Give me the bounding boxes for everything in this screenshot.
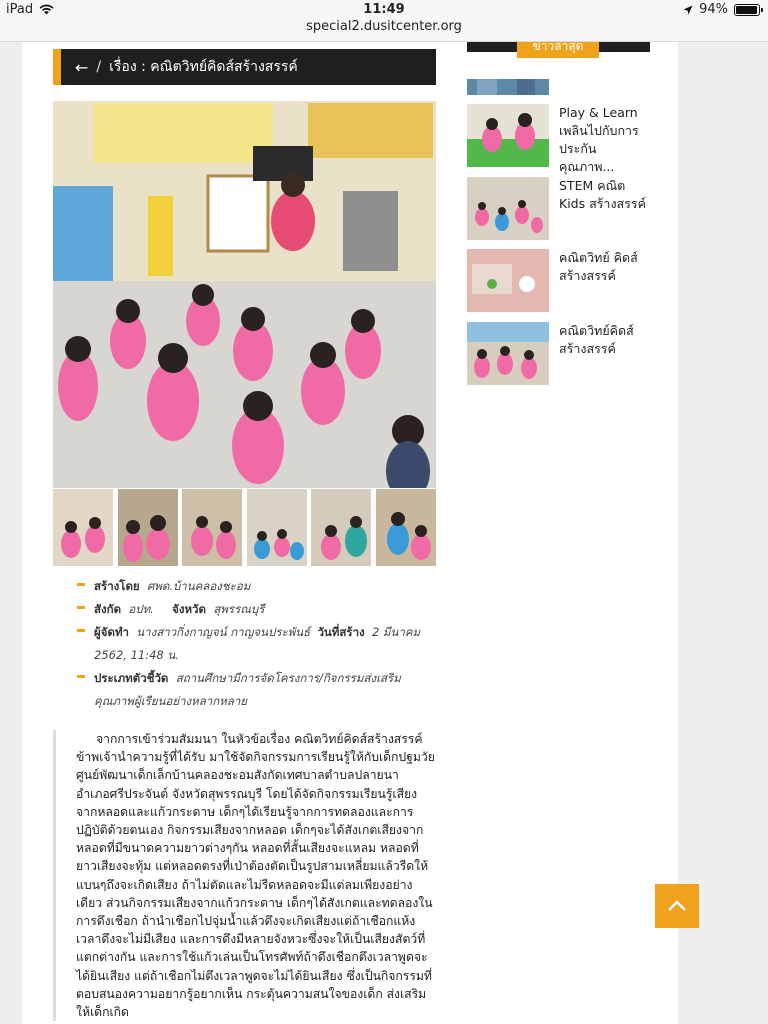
bullet: [77, 606, 85, 609]
meta-value: อปท.: [128, 602, 154, 616]
breadcrumb-separator: /: [96, 59, 102, 75]
bullet: [77, 675, 85, 678]
battery-percent: 94%: [699, 2, 728, 17]
article-paragraph: จากการเข้าร่วมสัมมนา ในหัวข้อเรื่อง คณิตวิทย์คิดส์สร้างสรรค์ ข้าพเจ้านำความรู้ที่ได้รับ มาใช้จัดกิจกรรมการเรียนรู้ให้กับเด็กปฐมวัยศูนย์พัฒนาเด็กเล็กบ้านคลองชะอมสังกัดเทศบาลตำบลปลายนา อำเภอศรีประจันต์ จังหวัดสุพรรณบุรี โดยได้จัดกิจกรรมเรียนรู้เสียงจากหลอดและแก้วกระดาษ เด็กๆได้เรียนรู้จากการทดลองและการปฏิบัติด้วยตนเอง กิจกรรมเสียงจากหลอด เด็กๆจะได้สังเกตเสียงจากหลอดที่มีขนาดความยาวต่างๆกัน หลอดที่สั้นเสียงจะแหลม หลอดที่ยาวเสียงจะทุ้ม แต่หลอดตรงที่เป่าต้องตัดเป็นรูปสามเหลี่ยมแล้วรีดให้แบนๆถึงจะเกิดเสียง ถ้าไม่ตัดและไม่รีดหลอดจะมีแต่ลมเพียงอย่างเดียว ส่วนกิจกรรมเสียงจากแก้วกระดาษ เด็กๆได้สังเกตและทดลองในการดึงเชือก ถ้านำเชือกไปจุ่มน้ำแล้วดึงจะเกิดเสียงแต่ถ้าเชือกแห้งเวลาดึงจะไม่มีเสียง และการดึงมีหลายจังหวะซึ่งจะให้เป็นเสียงสัตว์ที่แตกต่างกัน และการใช้แก้วเล่นเป็นโทรศัพท์ถ้าดึงเชือกตึงเวลาพูดจะได้ยินเสียง แต่ถ้าเชือกไม่ตึงเวลาพูดจะไม่ได้ยินเสียง ซึ่งเป็นกิจกรรมที่ตอบสนองความอยากรู้อยากเห็น กระตุ้นความสนใจของเด็ก ส่งเสริมให้เด็กเกิด: [76, 732, 435, 1020]
chevron-up-icon: [667, 900, 687, 912]
meta-label: วันที่สร้าง: [317, 625, 365, 639]
news-title: คณิตวิทย์ คิดส์ สร้างสรรค์: [559, 250, 638, 283]
news-thumbnail: [467, 104, 549, 167]
classroom-photo: [53, 101, 436, 488]
main-photo[interactable]: [53, 101, 436, 488]
news-title: คณิตวิทย์คิดส์ สร้างสรรค์: [559, 323, 634, 356]
news-thumbnail: [467, 249, 549, 312]
url-bar[interactable]: special2.dusitcenter.org: [0, 20, 768, 42]
news-item[interactable]: [467, 249, 651, 313]
article-body: [53, 730, 436, 1021]
thumbnail-4[interactable]: [247, 489, 308, 566]
status-bar: [0, 0, 768, 20]
meta-value: สุพรรณบุรี: [213, 602, 265, 616]
device-name: iPad: [6, 2, 34, 17]
news-item[interactable]: [467, 104, 651, 174]
news-item[interactable]: [467, 322, 651, 386]
battery-icon: [734, 4, 760, 16]
news-thumbnail: [467, 322, 549, 385]
thumbnail-1[interactable]: [53, 489, 114, 566]
meta-label: จังหวัด: [172, 602, 206, 616]
status-right: [683, 2, 760, 17]
photo-thumbnails: [53, 489, 436, 566]
meta-label: ผู้จัดทำ: [94, 625, 129, 639]
breadcrumb: [53, 49, 436, 85]
meta-value: ศพด.บ้านคลองชะอม: [146, 579, 251, 593]
meta-created-by: [77, 575, 437, 598]
meta-category: [77, 667, 437, 713]
post-meta: [77, 575, 437, 713]
meta-label: สังกัด: [94, 602, 122, 616]
bullet: [77, 629, 85, 632]
scroll-to-top-button[interactable]: [655, 884, 699, 928]
sidebar-tab[interactable]: ข่าวล่าสุด: [517, 42, 599, 58]
arrow-left-icon[interactable]: ←: [75, 57, 89, 77]
thumbnail-2[interactable]: [118, 489, 179, 566]
thumbnail-5[interactable]: [311, 489, 372, 566]
status-time: 11:49: [363, 2, 405, 17]
bullet: [77, 583, 85, 586]
meta-value: 2 มีนาคม 2562, 11:48 น.: [94, 625, 421, 662]
news-item[interactable]: [467, 177, 651, 241]
news-title: Play & Learn เพลินไปกับการประกันคุณภาพ...: [559, 105, 639, 174]
meta-value: นางสาวกิ่งกาญจน์ กาญจนประพันธ์: [136, 625, 311, 639]
news-thumbnail: [467, 177, 549, 240]
location-arrow-icon: [683, 5, 693, 15]
battery-level: [736, 6, 757, 14]
page-title: เรื่อง : คณิตวิทย์คิดส์สร้างสรรค์: [109, 59, 298, 75]
thumbnail-6[interactable]: [376, 489, 437, 566]
meta-label: สร้างโดย: [94, 579, 140, 593]
news-image-partial[interactable]: [467, 79, 549, 95]
meta-author: [77, 621, 437, 667]
meta-label: ประเภทตัวชี้วัด: [94, 671, 169, 685]
meta-value: สถานศึกษามีการจัดโครงการ/กิจกรรมส่งเสริมคุณภาพผู้เรียนอย่างหลากหลาย: [94, 671, 401, 708]
news-title: STEM คณิต Kids สร้างสรรค์: [559, 178, 646, 211]
page: [22, 42, 678, 1024]
meta-affiliation: [77, 598, 437, 621]
thumbnail-3[interactable]: [182, 489, 243, 566]
